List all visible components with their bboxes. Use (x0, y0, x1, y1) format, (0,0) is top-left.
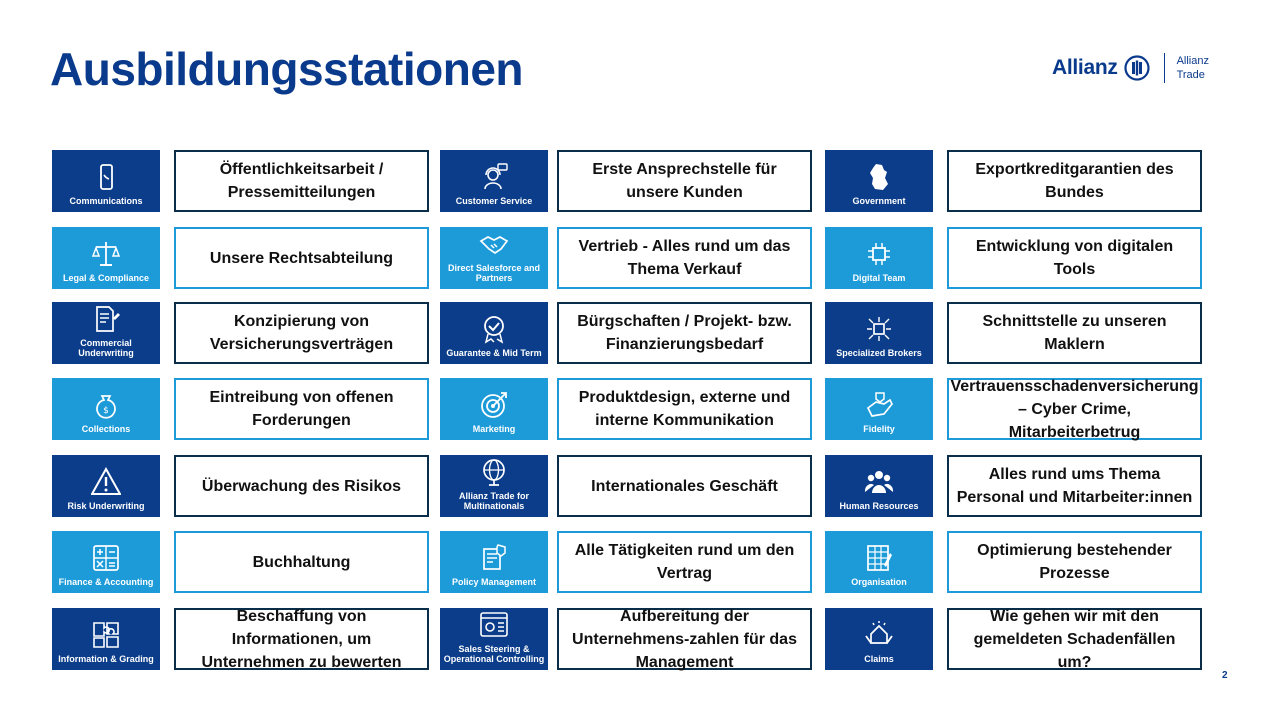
globe-icon (479, 457, 509, 487)
station-tile-policy-management (440, 531, 548, 593)
station-tile-fidelity (825, 378, 933, 440)
station-description-direct-salesforce-and-partners: Vertrieb - Alles rund um das Thema Verkauf (557, 227, 812, 289)
station-description-policy-management: Alle Tätigkeiten rund um den Vertrag (557, 531, 812, 593)
station-description-risk-underwriting: Überwachung des Risikos (174, 455, 429, 517)
station-description-guarantee-mid-term: Bürgschaften / Projekt- bzw. Finanzierungsbedarf (557, 302, 812, 364)
germany-map-icon (864, 162, 894, 192)
station-label: Collections (81, 424, 131, 434)
station-description-information-grading: Beschaffung von Informationen, um Unternehmen zu bewerten (174, 608, 429, 670)
gear-window-icon (479, 610, 509, 640)
station-description-government: Exportkreditgarantien des Bundes (947, 150, 1202, 212)
station-tile-government (825, 150, 933, 212)
calculator-icon (91, 543, 121, 573)
station-description-digital-team: Entwicklung von digitalen Tools (947, 227, 1202, 289)
house-hands-icon (864, 620, 894, 650)
svg-text:$: $ (103, 406, 109, 416)
people-icon (864, 467, 894, 497)
station-tile-organisation (825, 531, 933, 593)
logo-divider (1164, 53, 1165, 83)
station-tile-marketing (440, 378, 548, 440)
station-description-commercial-underwriting: Konzipierung von Versicherungsverträgen (174, 302, 429, 364)
station-label: Customer Service (455, 196, 533, 206)
station-label: Human Resources (839, 501, 919, 511)
station-tile-information-grading (52, 608, 160, 670)
station-label: Fidelity (863, 424, 895, 434)
hand-shield-icon (864, 390, 894, 420)
station-label: Direct Salesforce and Partners (447, 263, 541, 283)
scales-icon (91, 239, 121, 269)
station-tile-risk-underwriting (52, 455, 160, 517)
money-bag-icon (91, 390, 121, 420)
station-description-collections: Eintreibung von offenen Forderungen (174, 378, 429, 440)
network-box-icon (864, 314, 894, 344)
handshake-icon (479, 229, 509, 259)
station-label: Organisation (851, 577, 907, 587)
smartphone-icon (91, 162, 121, 192)
station-label: Finance & Accounting (58, 577, 154, 587)
station-label: Communications (69, 196, 143, 206)
station-description-marketing: Produktdesign, externe und interne Kommunikation (557, 378, 812, 440)
station-tile-digital-team (825, 227, 933, 289)
station-description-human-resources: Alles rund ums Thema Personal und Mitarbeiter:innen (947, 455, 1202, 517)
station-tile-specialized-brokers (825, 302, 933, 364)
station-description-organisation: Optimierung bestehender Prozesse (947, 531, 1202, 593)
station-description-fidelity: Vertrauensschadenversicherung – Cyber Crime, Mitarbeiterbetrug (947, 378, 1202, 440)
logo-wordmark: Allianz (1052, 56, 1118, 79)
spreadsheet-icon (864, 543, 894, 573)
station-label: Sales Steering & Operational Controlling (443, 644, 545, 664)
station-label: Claims (864, 654, 894, 664)
page-title: Ausbildungsstationen (50, 43, 523, 95)
policy-document-icon (479, 543, 509, 573)
station-label: Allianz Trade for Multinationals (458, 491, 529, 511)
chip-icon (864, 239, 894, 269)
headset-agent-icon (479, 162, 509, 192)
station-description-claims: Wie gehen wir mit den gemeldeten Schadenfällen um? (947, 608, 1202, 670)
badge-check-icon (479, 314, 509, 344)
station-label: Information & Grading (58, 654, 154, 664)
station-label: Specialized Brokers (836, 348, 922, 358)
station-tile-guarantee-mid-term (440, 302, 548, 364)
allianz-eagle-icon (1124, 55, 1150, 81)
station-tile-human-resources (825, 455, 933, 517)
station-description-communications: Öffentlichkeitsarbeit / Pressemitteilungen (174, 150, 429, 212)
station-label: Legal & Compliance (62, 273, 150, 283)
station-description-allianz-trade-for-multinationals: Internationales Geschäft (557, 455, 812, 517)
puzzle-icon (91, 620, 121, 650)
station-label: Risk Underwriting (67, 501, 145, 511)
station-tile-direct-salesforce-and-partners (440, 227, 548, 289)
station-label: Policy Management (451, 577, 537, 587)
station-label: Digital Team (852, 273, 906, 283)
station-tile-collections (52, 378, 160, 440)
station-label: Guarantee & Mid Term (446, 348, 542, 358)
station-tile-allianz-trade-for-multinationals (440, 455, 548, 517)
logo-trade-text: Allianz Trade (1176, 55, 1209, 81)
station-description-legal-compliance: Unsere Rechtsabteilung (174, 227, 429, 289)
station-tile-commercial-underwriting (52, 302, 160, 364)
station-tile-claims (825, 608, 933, 670)
page-number: 2 (1222, 670, 1228, 681)
station-label: Government (852, 196, 906, 206)
station-label: Marketing (472, 424, 516, 434)
warning-icon (91, 467, 121, 497)
station-tile-customer-service (440, 150, 548, 212)
allianz-trade-logo (1052, 52, 1209, 84)
target-icon (479, 390, 509, 420)
station-description-sales-steering-operational-controlling: Aufbereitung der Unternehmens-zahlen für das Management (557, 608, 812, 670)
station-tile-sales-steering-operational-controlling (440, 608, 548, 670)
station-label: Commercial Underwriting (78, 338, 134, 358)
station-tile-legal-compliance (52, 227, 160, 289)
station-description-specialized-brokers: Schnittstelle zu unseren Maklern (947, 302, 1202, 364)
document-pen-icon (91, 304, 121, 334)
station-tile-finance-accounting (52, 531, 160, 593)
station-tile-communications (52, 150, 160, 212)
station-description-customer-service: Erste Ansprechstelle für unsere Kunden (557, 150, 812, 212)
station-description-finance-accounting: Buchhaltung (174, 531, 429, 593)
